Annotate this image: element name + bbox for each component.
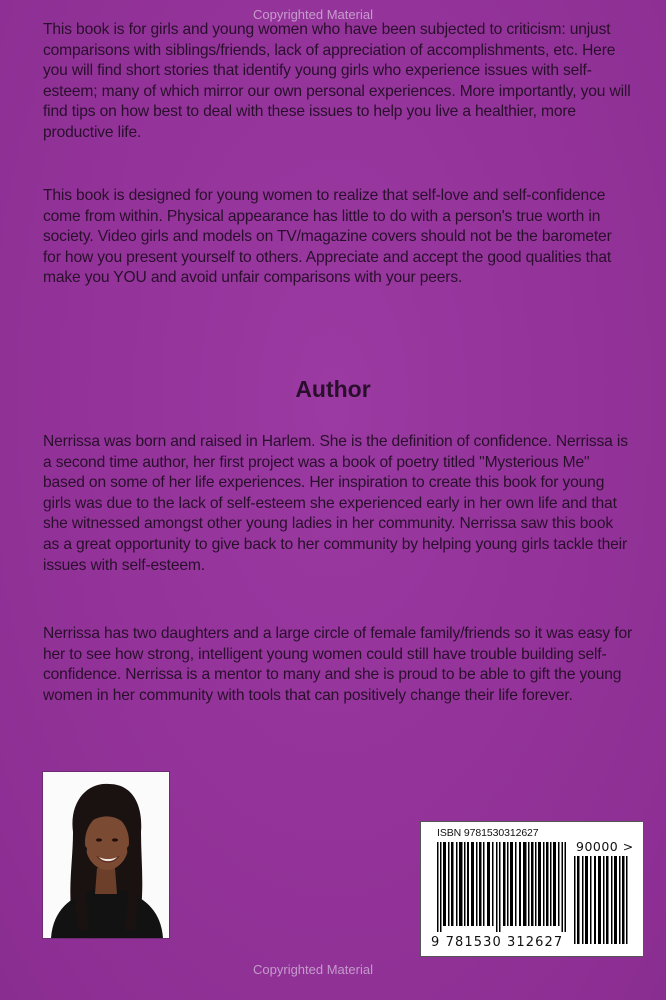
author-paragraph-1: Nerrissa was born and raised in Harlem. She is the definition of confidence. Nerrissa is a second time author, her first project was a book of poetry titled "Mysterious Me" based on some of her life experiences. Her inspiration to create this book for young girls was due to the lack of self-esteem she experienced early in her own life and that she witnessed amongst other young ladies in her community. Nerrissa saw this book as a great opportunity to give back to her community by helping young girls tackle their issues with self-esteem. [43, 433, 628, 574]
price-code: 90000 > [576, 839, 634, 854]
isbn-barcode-bars [437, 842, 567, 932]
author-portrait-illustration [43, 772, 169, 938]
author-paragraph-2: Nerrissa has two daughters and a large circle of female family/friends so it was easy for her to see how strong, intelligent young women could still have trouble building self-confidence. Nerrissa is a mentor to many and she is proud to be able to gift the young women in her community with tools that can positively change their life forever. [43, 625, 633, 704]
author-heading: Author [295, 376, 371, 402]
isbn-label: ISBN 9781530312627 [437, 827, 539, 839]
intro-paragraph-2: This book is designed for young women to realize that self-love and self-confidence come from within. Physical appearance has little to do with a person's true worth in society. Video girls and models on TV/magazine covers should not be the barometer for how you present yourself to others. Appreciate and accept the good qualities that make you YOU and avoid unfair comparisons with your peers. [43, 187, 612, 287]
isbn-barcode [420, 821, 644, 957]
isbn-digits: 9 781530 312627 [431, 935, 564, 950]
watermark-bottom: Copyrighted Material [253, 962, 373, 977]
author-photo [42, 771, 170, 939]
price-barcode-bars [574, 856, 629, 944]
intro-paragraph-1: This book is for girls and young women who have been subjected to criticism: unjust comparisons with siblings/friends, lack of appreciation of accomplishments, etc. Here you will find short stories that identify young girls who experience issues with self-esteem; many of which mirror our own personal experiences. More importantly, you will find tips on how best to deal with these issues to help you live a healthier, more productive life. [43, 21, 631, 141]
watermark-top: Copyrighted Material [253, 7, 373, 22]
